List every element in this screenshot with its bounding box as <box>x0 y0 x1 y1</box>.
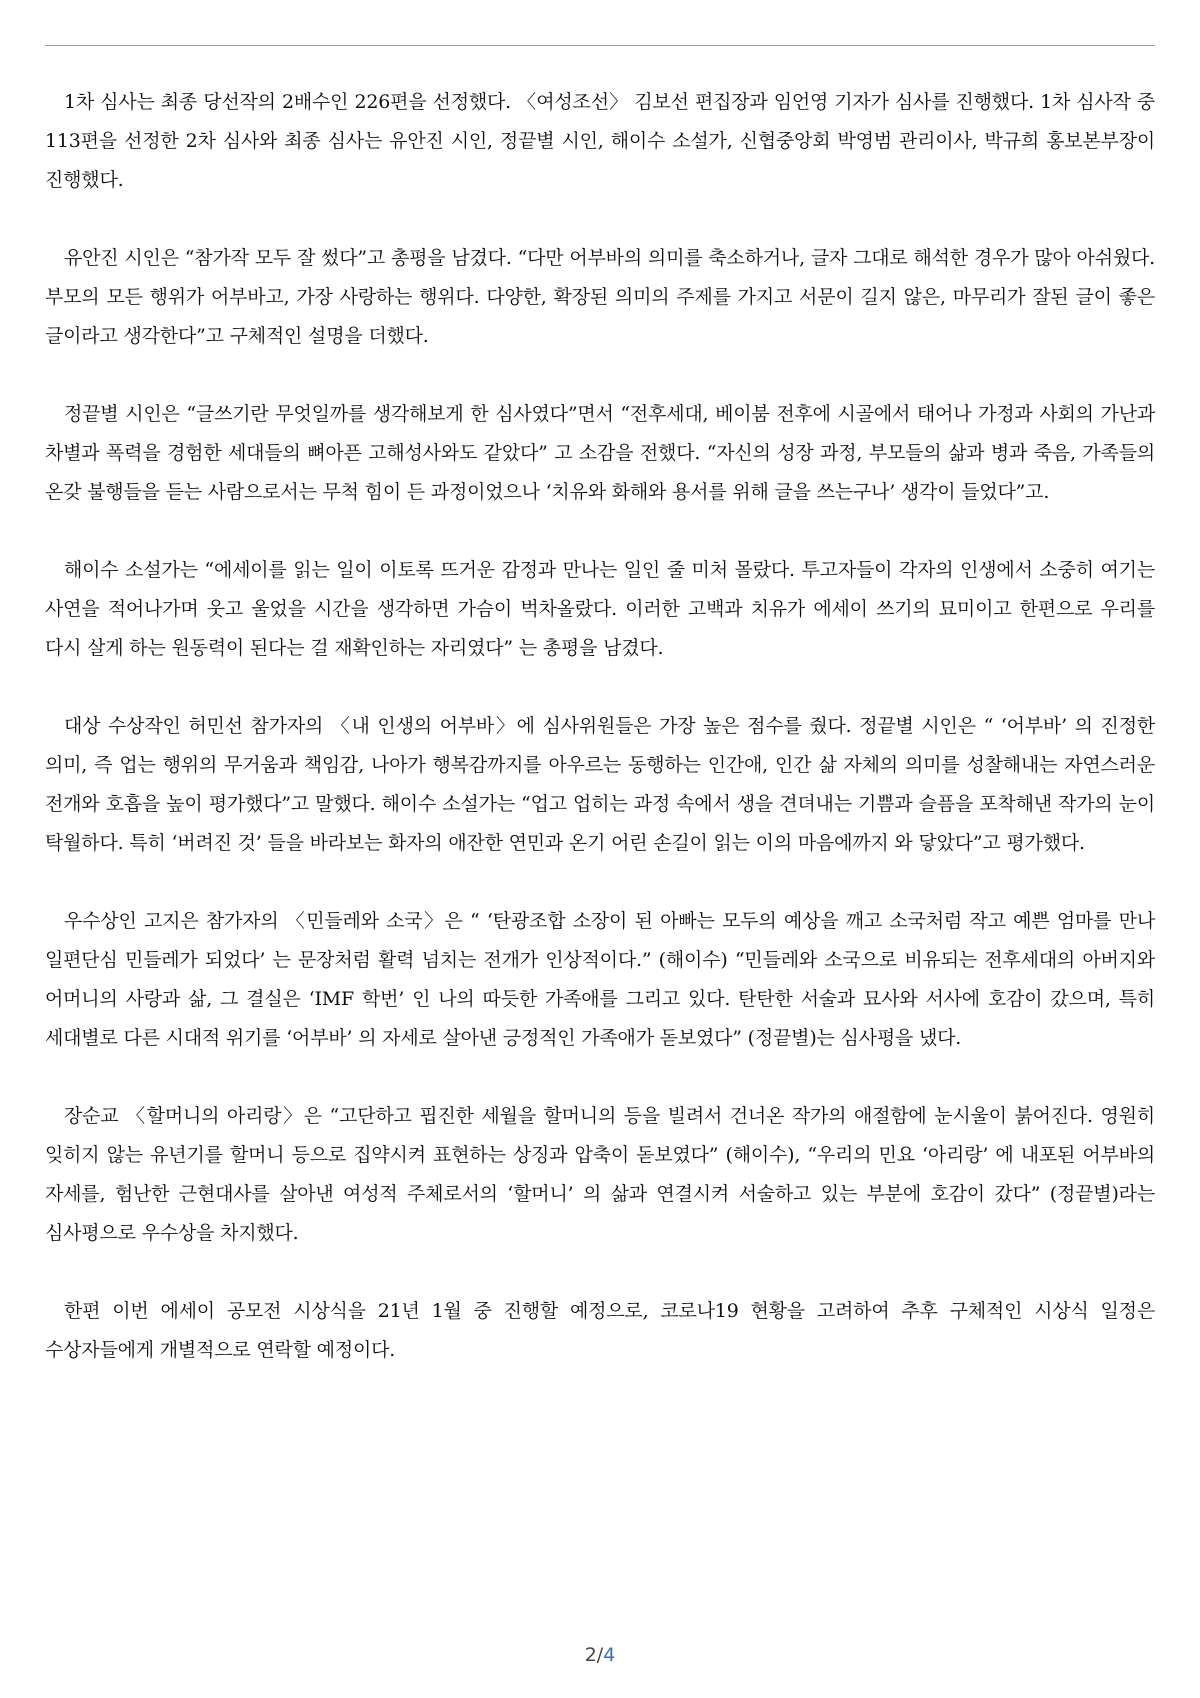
paragraph-excellence-award-2: 장순교 〈할머니의 아리랑〉은 “고단하고 핍진한 세월을 할머니의 등을 빌려서 건너온 작가의 애절함에 눈시울이 붉어진다. 영원히 잊히지 않는 유년기를 할머니 등으로 집약시켜 표현하는 상징과 압축이 돋보였다” (해이수), “우리의 민요 ‘아리랑’ 에 내포된 어부바의 자세를, 험난한 근현대사를 살아낸 여성적 주체로서의 ‘할머니’ 의 삶과 연결시켜 서술하고 있는 부분에 호감이 갔다” (정끝별)라는 심사평으로 우수상을 차지했다. <box>45 1105 1155 1244</box>
paragraph-jeong-kkeutbyeol-review: 정끝별 시인은 “글쓰기란 무엇일까를 생각해보게 한 심사였다”면서 “전후세대, 베이붐 전후에 시골에서 태어나 가정과 사회의 가난과 차별과 폭력을 경험한 세대들의 뼈아픈 고해성사와도 같았다” 고 소감을 전했다. “자신의 성장 과정, 부모들의 삶과 병과 죽음, 가족들의 온갖 불행들을 듣는 사람으로서는 무척 힘이 든 과정이었으나 ‘치유와 화해와 용서를 위해 글을 쓰는구나’ 생각이 들었다”고. <box>45 403 1155 503</box>
page-total: 4 <box>603 1644 616 1666</box>
page-current: 2 <box>584 1644 597 1666</box>
page-separator: / <box>596 1644 604 1666</box>
paragraph-grand-prize: 대상 수상작인 허민선 참가자의 〈내 인생의 어부바〉에 심사위원들은 가장 높은 점수를 줬다. 정끝별 시인은 “ ‘어부바’ 의 진정한 의미, 즉 업는 행위의 무거움과 책임감, 나아가 행복감까지를 아우르는 동행하는 인간애, 인간 삶 자체의 의미를 성찰해내는 자연스러운 전개와 호흡을 높이 평가했다”고 말했다. 해이수 소설가는 “업고 업히는 과정 속에서 생을 견뎌내는 기쁨과 슬픔을 포착해낸 작가의 눈이 탁월하다. 특히 ‘버려진 것’ 들을 바라보는 화자의 애잔한 연민과 온기 어린 손길이 읽는 이의 마음에까지 와 닿았다”고 평가했다. <box>45 715 1156 854</box>
paragraph-yu-anjin-review: 유안진 시인은 “참가작 모두 잘 썼다”고 총평을 남겼다. “다만 어부바의 의미를 축소하거나, 글자 그대로 해석한 경우가 많아 아쉬웠다. 부모의 모든 행위가 어부바고, 가장 사랑하는 행위다. 다양한, 확장된 의미의 주제를 가지고 서문이 길지 않은, 마무리가 잘된 글이 좋은 글이라고 생각한다”고 구체적인 설명을 더했다. <box>45 247 1155 347</box>
page-number <box>0 1644 1200 1666</box>
paragraph-excellence-award-1: 우수상인 고지은 참가자의 〈민들레와 소국〉은 “ ‘탄광조합 소장이 된 아빠는 모두의 예상을 깨고 소국처럼 작고 예쁜 엄마를 만나 일편단심 민들레가 되었다’ 는 문장처럼 활력 넘치는 전개가 인상적이다.” (해이수) “민들레와 소국으로 비유되는 전후세대의 아버지와 어머니의 사랑과 삶, 그 결실은 ‘IMF 학번’ 인 나의 따듯한 가족애를 그리고 있다. 탄탄한 서술과 묘사와 서사에 호감이 갔으며, 특히 세대별로 다른 시대적 위기를 ‘어부바’ 의 자세로 살아낸 긍정적인 가족애가 돋보였다” (정끝별)는 심사평을 냈다. <box>45 910 1155 1049</box>
article-body <box>45 83 1155 1409</box>
paragraph-first-round-review: 1차 심사는 최종 당선작의 2배수인 226편을 선정했다. 〈여성조선〉 김보선 편집장과 임언영 기자가 심사를 진행했다. 1차 심사작 중 113편을 선정한 2차 심사와 최종 심사는 유안진 시인, 정끝별 시인, 해이수 소설가, 신협중앙회 박영범 관리이사, 박규희 홍보본부장이 진행했다. <box>45 91 1155 191</box>
paragraph-hae-isu-review: 해이수 소설가는 “에세이를 읽는 일이 이토록 뜨거운 감정과 만나는 일인 줄 미처 몰랐다. 투고자들이 각자의 인생에서 소중히 여기는 사연을 적어나가며 웃고 울었을 시간을 생각하면 가슴이 벅차올랐다. 이러한 고백과 치유가 에세이 쓰기의 묘미이고 한편으로 우리를 다시 살게 하는 원동력이 된다는 걸 재확인하는 자리였다” 는 총평을 남겼다. <box>45 559 1155 659</box>
paragraph-ceremony-notice: 한편 이번 에세이 공모전 시상식을 21년 1월 중 진행할 예정으로, 코로나19 현황을 고려하여 추후 구체적인 시상식 일정은 수상자들에게 개별적으로 연락할 예정이다. <box>45 1300 1155 1361</box>
top-divider <box>45 45 1155 46</box>
